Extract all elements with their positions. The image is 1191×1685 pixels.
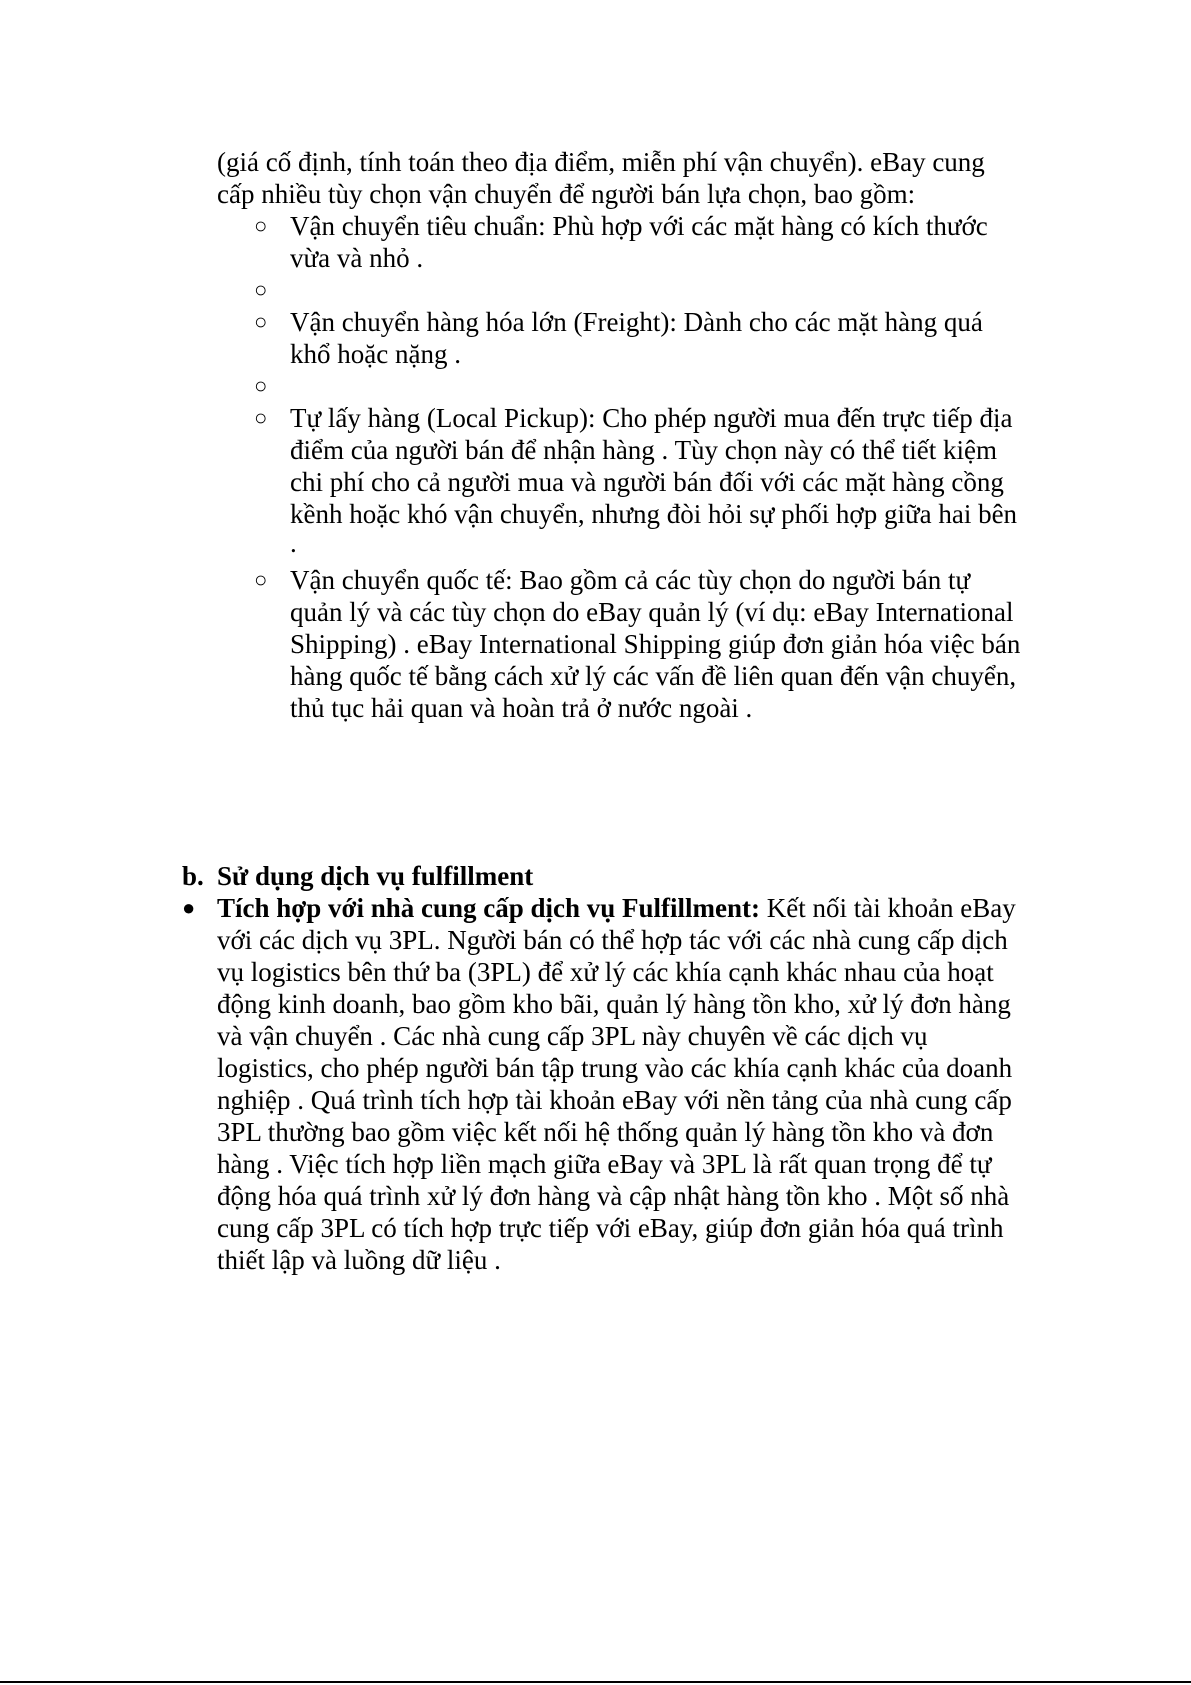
- fulfillment-line: nghiệp . Quá trình tích hợp tài khoản eBay với nền tảng của nhà cung cấp: [217, 1085, 1012, 1115]
- fulfillment-line: cung cấp 3PL có tích hợp trực tiếp với eBay, giúp đơn giản hóa quá trình: [217, 1213, 1004, 1243]
- shipping-international-line-3: Shipping) . eBay International Shipping giúp đơn giản hóa việc bán: [290, 629, 1021, 659]
- fulfillment-line: động kinh doanh, bao gồm kho bãi, quản lý hàng tồn kho, xử lý đơn hàng: [217, 989, 1011, 1019]
- page-bottom-rule: [0, 1681, 1191, 1683]
- shipping-pickup-line-5: .: [290, 528, 297, 558]
- bullet-dot: ●: [182, 895, 196, 920]
- intro-line-2: cấp nhiều tùy chọn vận chuyển để người bán lựa chọn, bao gồm:: [217, 179, 916, 209]
- shipping-international-line-4: hàng quốc tế bằng cách xử lý các vấn đề liên quan đến vận chuyển,: [290, 661, 1017, 691]
- shipping-freight-line-2: khổ hoặc nặng .: [290, 339, 461, 369]
- shipping-international-line-5: thủ tục hải quan và hoàn trả ở nước ngoài .: [290, 693, 753, 723]
- section-b-title: Sử dụng dịch vụ fulfillment: [217, 861, 534, 891]
- fulfillment-line: thiết lập và luồng dữ liệu .: [217, 1245, 501, 1275]
- shipping-standard-line-2: vừa và nhỏ .: [290, 243, 424, 273]
- fulfillment-line: và vận chuyển . Các nhà cung cấp 3PL này chuyên về các dịch vụ: [217, 1021, 928, 1051]
- shipping-pickup-line-4: kềnh hoặc khó vận chuyển, nhưng đòi hỏi sự phối hợp giữa hai bên: [290, 499, 1018, 529]
- bullet-circle: ○: [254, 405, 268, 430]
- fulfillment-lead-rest: Kết nối tài khoản eBay: [760, 893, 1016, 923]
- section-b-heading: [182, 860, 533, 892]
- shipping-international-line-2: quản lý và các tùy chọn do eBay quản lý (ví dụ: eBay International: [290, 597, 1014, 627]
- bullet-circle: ○: [254, 567, 268, 592]
- fulfillment-line: vụ logistics bên thứ ba (3PL) để xử lý các khía cạnh khác nhau của hoạt: [217, 957, 994, 987]
- bullet-circle-empty: ○: [254, 373, 268, 398]
- fulfillment-line: 3PL thường bao gồm việc kết nối hệ thống quản lý hàng tồn kho và đơn: [217, 1117, 994, 1147]
- shipping-freight-line-1: Vận chuyển hàng hóa lớn (Freight): Dành cho các mặt hàng quá: [290, 307, 983, 337]
- bullet-circle: ○: [254, 213, 268, 238]
- fulfillment-lead-line: [217, 892, 1016, 924]
- bullet-circle: ○: [254, 309, 268, 334]
- fulfillment-line: hàng . Việc tích hợp liền mạch giữa eBay và 3PL là rất quan trọng để tự: [217, 1149, 992, 1179]
- shipping-international-line-1: Vận chuyển quốc tế: Bao gồm cả các tùy chọn do người bán tự: [290, 565, 971, 595]
- shipping-pickup-line-2: điểm của người bán để nhận hàng . Tùy chọn này có thể tiết kiệm: [290, 435, 997, 465]
- section-b-letter: b.: [182, 861, 204, 891]
- bullet-circle-empty: ○: [254, 277, 268, 302]
- intro-line-1: (giá cố định, tính toán theo địa điểm, miễn phí vận chuyển). eBay cung: [217, 147, 985, 177]
- shipping-standard-line-1: Vận chuyển tiêu chuẩn: Phù hợp với các mặt hàng có kích thước: [290, 211, 988, 241]
- fulfillment-line: động hóa quá trình xử lý đơn hàng và cập nhật hàng tồn kho . Một số nhà: [217, 1181, 1010, 1211]
- fulfillment-lead-bold: Tích hợp với nhà cung cấp dịch vụ Fulfillment:: [217, 893, 761, 923]
- shipping-pickup-line-3: chi phí cho cả người mua và người bán đối với các mặt hàng cồng: [290, 467, 1004, 497]
- shipping-pickup-line-1: Tự lấy hàng (Local Pickup): Cho phép người mua đến trực tiếp địa: [290, 403, 1013, 433]
- fulfillment-line: với các dịch vụ 3PL. Người bán có thể hợp tác với các nhà cung cấp dịch: [217, 925, 1008, 955]
- fulfillment-line: logistics, cho phép người bán tập trung vào các khía cạnh khác của doanh: [217, 1053, 1013, 1083]
